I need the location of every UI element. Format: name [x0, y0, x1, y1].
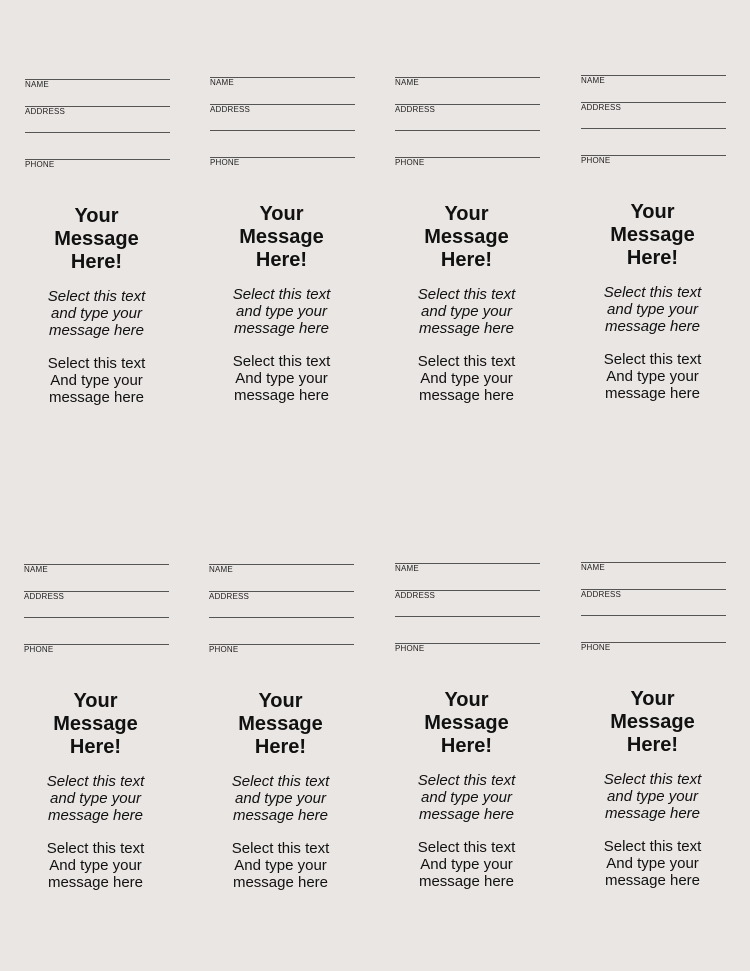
address-line-2[interactable] — [209, 617, 354, 618]
plain-message[interactable] — [23, 355, 170, 406]
phone-label: PHONE — [209, 645, 239, 654]
address-label: ADDRESS — [395, 105, 436, 114]
headline-line: Your — [444, 689, 489, 711]
name-label: NAME — [395, 564, 419, 573]
headline-line: Your — [74, 205, 119, 227]
plain-line: Select this text — [417, 353, 516, 370]
plain-line: message here — [604, 872, 701, 889]
plain-line: Select this text — [231, 840, 330, 857]
message-block — [207, 690, 354, 891]
italic-line: Select this text — [417, 286, 516, 303]
contact-form — [395, 556, 540, 666]
headline-line: Message — [53, 713, 138, 735]
address-line-2[interactable] — [395, 616, 540, 617]
headline[interactable] — [393, 203, 540, 272]
headline[interactable] — [208, 203, 355, 272]
label-card — [25, 72, 170, 406]
plain-line: Select this text — [603, 838, 702, 855]
headline-line: Here! — [440, 735, 493, 757]
italic-message[interactable] — [207, 773, 354, 824]
headline-line: Your — [258, 690, 303, 712]
contact-form — [395, 70, 540, 180]
plain-message[interactable] — [208, 353, 355, 404]
plain-message[interactable] — [22, 840, 169, 891]
name-label: NAME — [581, 76, 605, 85]
plain-message[interactable] — [579, 838, 726, 889]
plain-line: Select this text — [417, 839, 516, 856]
headline[interactable] — [23, 205, 170, 274]
headline-line: Message — [610, 224, 695, 246]
italic-line: and type your — [50, 790, 141, 807]
plain-line: And type your — [50, 372, 143, 389]
italic-line: Select this text — [417, 772, 516, 789]
address-label: ADDRESS — [209, 592, 250, 601]
headline-line: Here! — [440, 249, 493, 271]
plain-line: message here — [48, 389, 145, 406]
label-card — [24, 557, 169, 891]
plain-message[interactable] — [393, 839, 540, 890]
italic-message[interactable] — [579, 284, 726, 335]
italic-line: and type your — [607, 788, 698, 805]
headline-line: Your — [630, 201, 675, 223]
address-line-2[interactable] — [24, 617, 169, 618]
contact-form — [581, 555, 726, 665]
headline-line: Your — [630, 688, 675, 710]
contact-form — [209, 557, 354, 667]
headline-line: Your — [444, 203, 489, 225]
italic-line: message here — [418, 806, 515, 823]
italic-line: and type your — [607, 301, 698, 318]
italic-line: and type your — [236, 303, 327, 320]
name-label: NAME — [395, 78, 419, 87]
address-label: ADDRESS — [581, 103, 622, 112]
italic-line: message here — [47, 807, 144, 824]
address-label: ADDRESS — [24, 592, 65, 601]
label-card — [395, 70, 540, 404]
plain-line: Select this text — [232, 353, 331, 370]
italic-line: Select this text — [603, 771, 702, 788]
headline-line: Message — [424, 712, 509, 734]
italic-line: Select this text — [231, 773, 330, 790]
italic-message[interactable] — [22, 773, 169, 824]
italic-line: Select this text — [603, 284, 702, 301]
italic-message[interactable] — [579, 771, 726, 822]
address-line-2[interactable] — [581, 128, 726, 129]
address-line-2[interactable] — [25, 132, 170, 133]
headline-line: Here! — [626, 734, 679, 756]
name-label: NAME — [25, 80, 49, 89]
message-block — [22, 690, 169, 891]
headline-line: Here! — [69, 736, 122, 758]
headline-line: Message — [239, 226, 324, 248]
contact-form — [25, 72, 170, 182]
phone-label: PHONE — [210, 158, 240, 167]
italic-line: message here — [233, 320, 330, 337]
italic-line: Select this text — [47, 288, 146, 305]
address-label: ADDRESS — [395, 591, 436, 600]
plain-line: message here — [418, 873, 515, 890]
italic-line: Select this text — [46, 773, 145, 790]
plain-line: Select this text — [47, 355, 146, 372]
plain-line: And type your — [420, 370, 513, 387]
italic-line: message here — [604, 805, 701, 822]
italic-message[interactable] — [23, 288, 170, 339]
name-label: NAME — [24, 565, 48, 574]
headline[interactable] — [579, 688, 726, 757]
headline-line: Message — [610, 711, 695, 733]
plain-line: And type your — [234, 857, 327, 874]
headline-line: Here! — [255, 249, 308, 271]
italic-line: Select this text — [232, 286, 331, 303]
headline-line: Here! — [70, 251, 123, 273]
phone-label: PHONE — [395, 158, 425, 167]
headline[interactable] — [22, 690, 169, 759]
plain-line: message here — [233, 387, 330, 404]
headline-line: Here! — [626, 247, 679, 269]
italic-message[interactable] — [393, 772, 540, 823]
name-label: NAME — [210, 78, 234, 87]
label-card — [581, 68, 726, 402]
label-card — [209, 557, 354, 891]
headline-line: Message — [54, 228, 139, 250]
name-label: NAME — [581, 563, 605, 572]
label-card — [210, 70, 355, 404]
italic-message[interactable] — [393, 286, 540, 337]
address-line-2[interactable] — [210, 130, 355, 131]
phone-label: PHONE — [581, 643, 611, 652]
italic-line: and type your — [51, 305, 142, 322]
plain-line: message here — [232, 874, 329, 891]
contact-form — [24, 557, 169, 667]
phone-label: PHONE — [395, 644, 425, 653]
italic-line: message here — [232, 807, 329, 824]
phone-label: PHONE — [25, 160, 55, 169]
plain-line: message here — [418, 387, 515, 404]
label-card — [395, 556, 540, 890]
plain-line: message here — [47, 874, 144, 891]
message-block — [208, 203, 355, 404]
italic-line: and type your — [421, 303, 512, 320]
plain-line: And type your — [606, 368, 699, 385]
italic-line: message here — [48, 322, 145, 339]
plain-line: And type your — [606, 855, 699, 872]
headline[interactable] — [579, 201, 726, 270]
address-label: ADDRESS — [25, 107, 66, 116]
phone-label: PHONE — [581, 156, 611, 165]
plain-line: Select this text — [46, 840, 145, 857]
message-block — [579, 688, 726, 889]
address-label: ADDRESS — [581, 590, 622, 599]
italic-line: message here — [604, 318, 701, 335]
address-line-2[interactable] — [395, 130, 540, 131]
headline-line: Message — [238, 713, 323, 735]
plain-message[interactable] — [393, 353, 540, 404]
plain-line: And type your — [420, 856, 513, 873]
plain-message[interactable] — [207, 840, 354, 891]
message-block — [393, 203, 540, 404]
label-card — [581, 555, 726, 889]
headline[interactable] — [207, 690, 354, 759]
phone-label: PHONE — [24, 645, 54, 654]
message-block — [579, 201, 726, 402]
italic-line: message here — [418, 320, 515, 337]
plain-line: message here — [604, 385, 701, 402]
plain-line: Select this text — [603, 351, 702, 368]
headline[interactable] — [393, 689, 540, 758]
italic-line: and type your — [235, 790, 326, 807]
address-line-2[interactable] — [581, 615, 726, 616]
message-block — [393, 689, 540, 890]
contact-form — [581, 68, 726, 178]
plain-line: And type your — [49, 857, 142, 874]
message-block — [23, 205, 170, 406]
name-label: NAME — [209, 565, 233, 574]
headline-line: Your — [73, 690, 118, 712]
headline-line: Here! — [254, 736, 307, 758]
plain-line: And type your — [235, 370, 328, 387]
italic-message[interactable] — [208, 286, 355, 337]
plain-message[interactable] — [579, 351, 726, 402]
address-label: ADDRESS — [210, 105, 251, 114]
italic-line: and type your — [421, 789, 512, 806]
headline-line: Your — [259, 203, 304, 225]
headline-line: Message — [424, 226, 509, 248]
contact-form — [210, 70, 355, 180]
